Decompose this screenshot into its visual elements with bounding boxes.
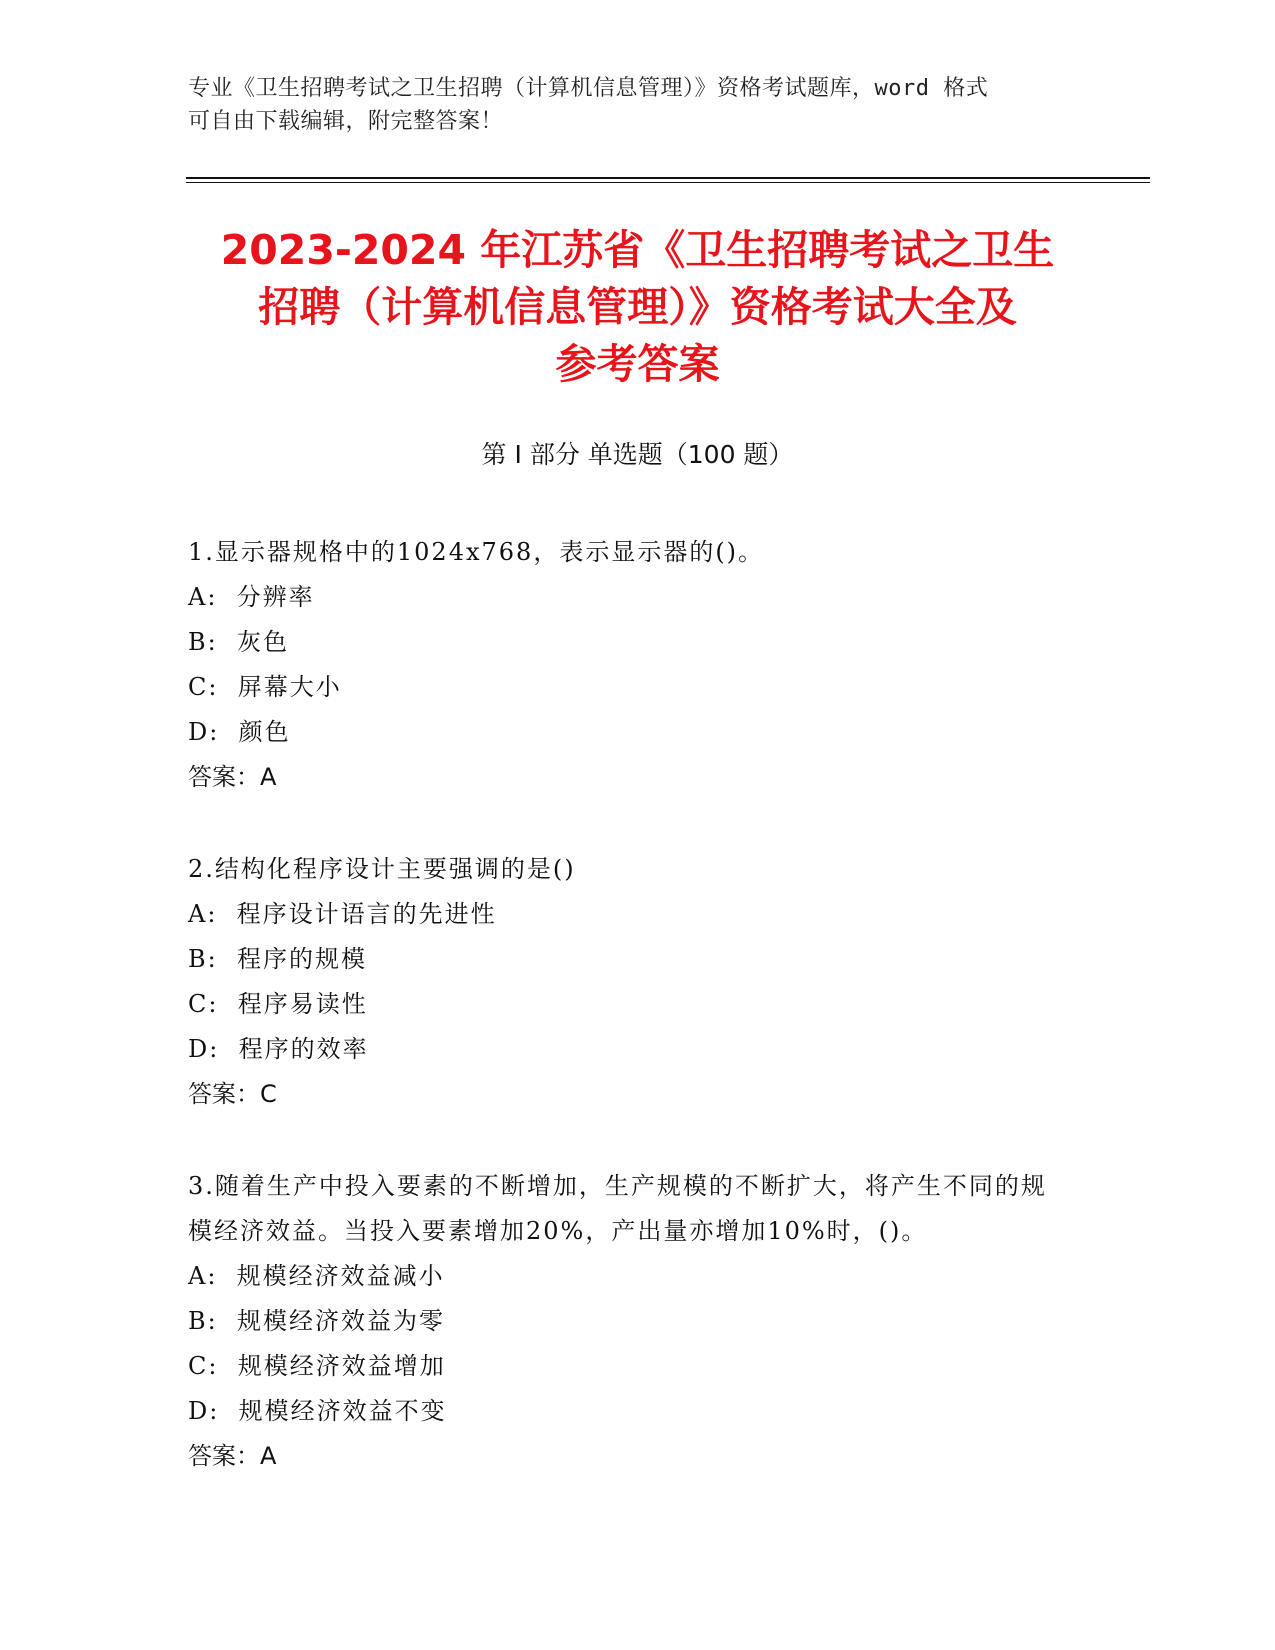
document-title-line-2: 招聘（计算机信息管理）》资格考试大全及 xyxy=(258,283,1017,331)
option-c: C: 规模经济效益增加 xyxy=(188,1352,446,1380)
header-note-line-2: 可自由下载编辑，附完整答案！ xyxy=(188,109,504,134)
option-a: A: 程序设计语言的先进性 xyxy=(188,900,497,928)
section-heading: 第 I 部分 单选题（100 题） xyxy=(481,440,794,469)
question-3 xyxy=(188,1164,1068,1479)
option-d: D: 程序的效率 xyxy=(188,1035,369,1063)
question-1 xyxy=(188,530,1068,800)
option-d: D: 规模经济效益不变 xyxy=(188,1397,447,1425)
document-title-line-3: 参考答案 xyxy=(555,340,720,388)
question-stem: 3.随着生产中投入要素的不断增加，生产规模的不断扩大，将产生不同的规模经济效益。当投入要素增加20%，产出量亦增加10%时，()。 xyxy=(188,1172,1047,1245)
document-title xyxy=(150,222,1125,393)
option-c: C: 程序易读性 xyxy=(188,990,368,1018)
option-b: B: 灰色 xyxy=(188,628,289,656)
question-2 xyxy=(188,847,1068,1117)
option-b: B: 规模经济效益为零 xyxy=(188,1307,445,1335)
option-a: A: 规模经济效益减小 xyxy=(188,1262,445,1290)
option-d: D: 颜色 xyxy=(188,718,291,746)
header-divider-thick xyxy=(186,177,1150,179)
answer: 答案：A xyxy=(188,1442,277,1470)
answer: 答案：C xyxy=(188,1080,277,1108)
answer: 答案：A xyxy=(188,763,277,791)
question-stem: 1.显示器规格中的1024x768，表示显示器的()。 xyxy=(188,538,765,566)
question-list xyxy=(188,530,1068,1526)
header-note-line-1: 专业《卫生招聘考试之卫生招聘（计算机信息管理）》资格考试题库，word 格式 xyxy=(188,76,989,101)
header-divider-thin xyxy=(186,182,1150,183)
document-title-line-1: 2023-2024 年江苏省《卫生招聘考试之卫生 xyxy=(220,226,1055,274)
option-b: B: 程序的规模 xyxy=(188,945,367,973)
question-stem: 2.结构化程序设计主要强调的是() xyxy=(188,855,576,883)
header-note xyxy=(188,72,1068,138)
option-a: A: 分辨率 xyxy=(188,583,315,611)
option-c: C: 屏幕大小 xyxy=(188,673,342,701)
